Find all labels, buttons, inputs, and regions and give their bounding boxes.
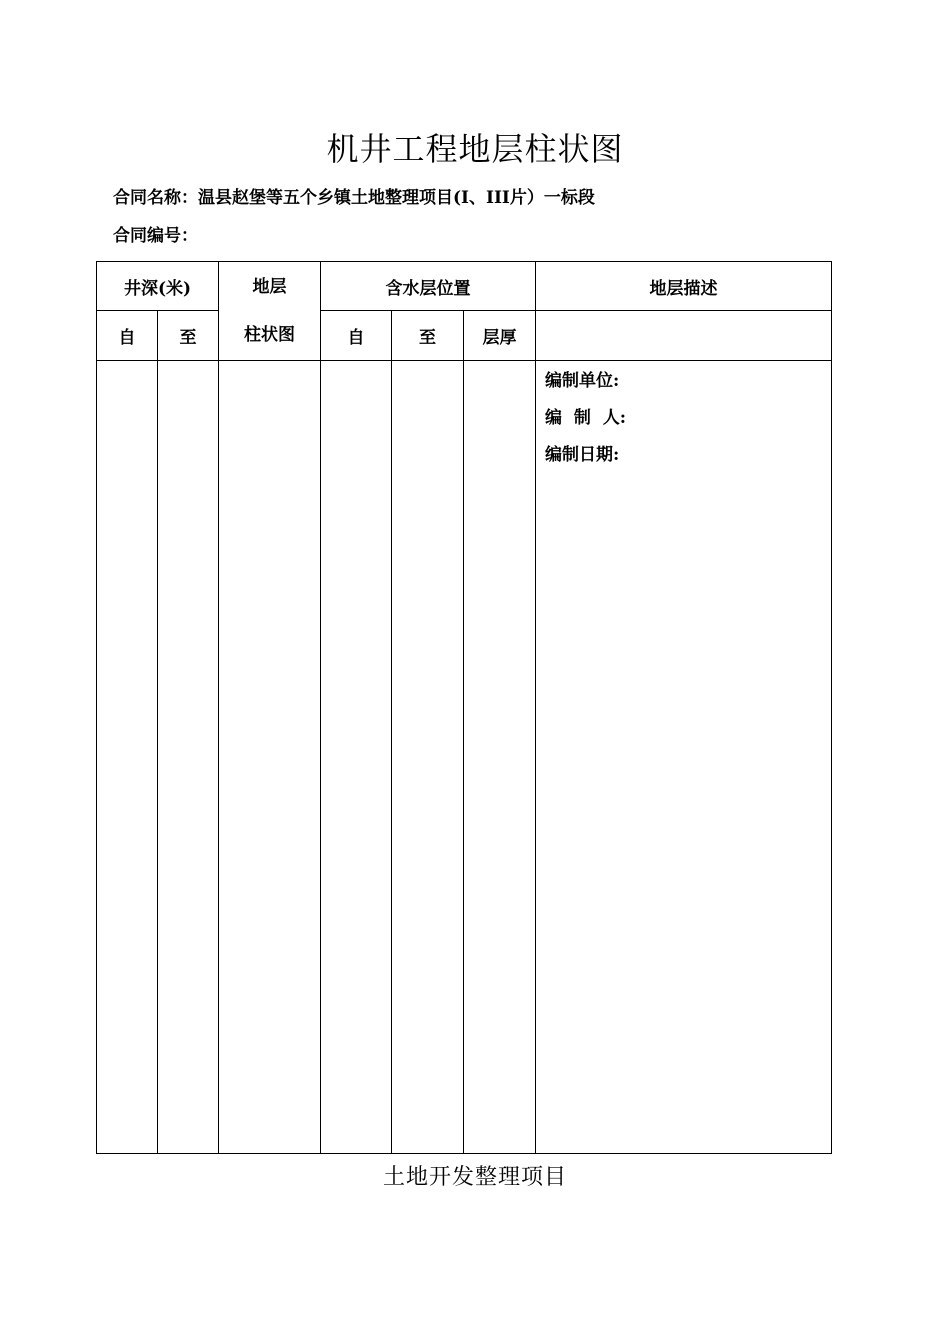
aquifer-from-cell[interactable] [321,361,392,1154]
header-row-1 [97,262,832,311]
compiling-unit-label: 编制单位: [545,371,620,391]
depth-from-header: 自 [97,311,158,361]
description-subheader-blank [536,311,832,361]
strata-log-table [96,261,832,1154]
strata-description-header: 地层描述 [536,262,832,311]
compiler-label: 编 制 人: [545,408,626,428]
header-row-2 [97,311,832,361]
aquifer-thickness-cell[interactable] [464,361,536,1154]
description-cell[interactable] [536,361,832,1154]
compile-date-label: 编制日期: [545,445,620,465]
strata-column-cell[interactable] [219,361,321,1154]
strata-header-line-2: 柱状图 [244,324,295,345]
aquifer-to-header: 至 [392,311,464,361]
depth-to-cell[interactable] [158,361,219,1154]
depth-from-cell[interactable] [97,361,158,1154]
well-depth-header: 井深(米) [97,262,219,311]
strata-header-line-1: 地层 [252,276,287,297]
aquifer-position-header: 含水层位置 [321,262,536,311]
aquifer-to-cell[interactable] [392,361,464,1154]
contract-number-line [113,224,198,248]
depth-to-header: 至 [158,311,219,361]
table-body-row [97,361,832,1154]
contract-name-line [113,186,595,210]
aquifer-thickness-header: 层厚 [464,311,536,361]
aquifer-from-header: 自 [321,311,392,361]
contract-name-value: 温县赵堡等五个乡镇土地整理项目(I、III片）一标段 [198,188,595,208]
footer-project-title: 土地开发整理项目 [382,1165,567,1190]
contract-number-label: 合同编号： [113,226,198,246]
strata-column-header [219,262,321,361]
document-title: 机井工程地层柱状图 [326,130,624,168]
contract-name-label: 合同名称： [113,188,198,208]
